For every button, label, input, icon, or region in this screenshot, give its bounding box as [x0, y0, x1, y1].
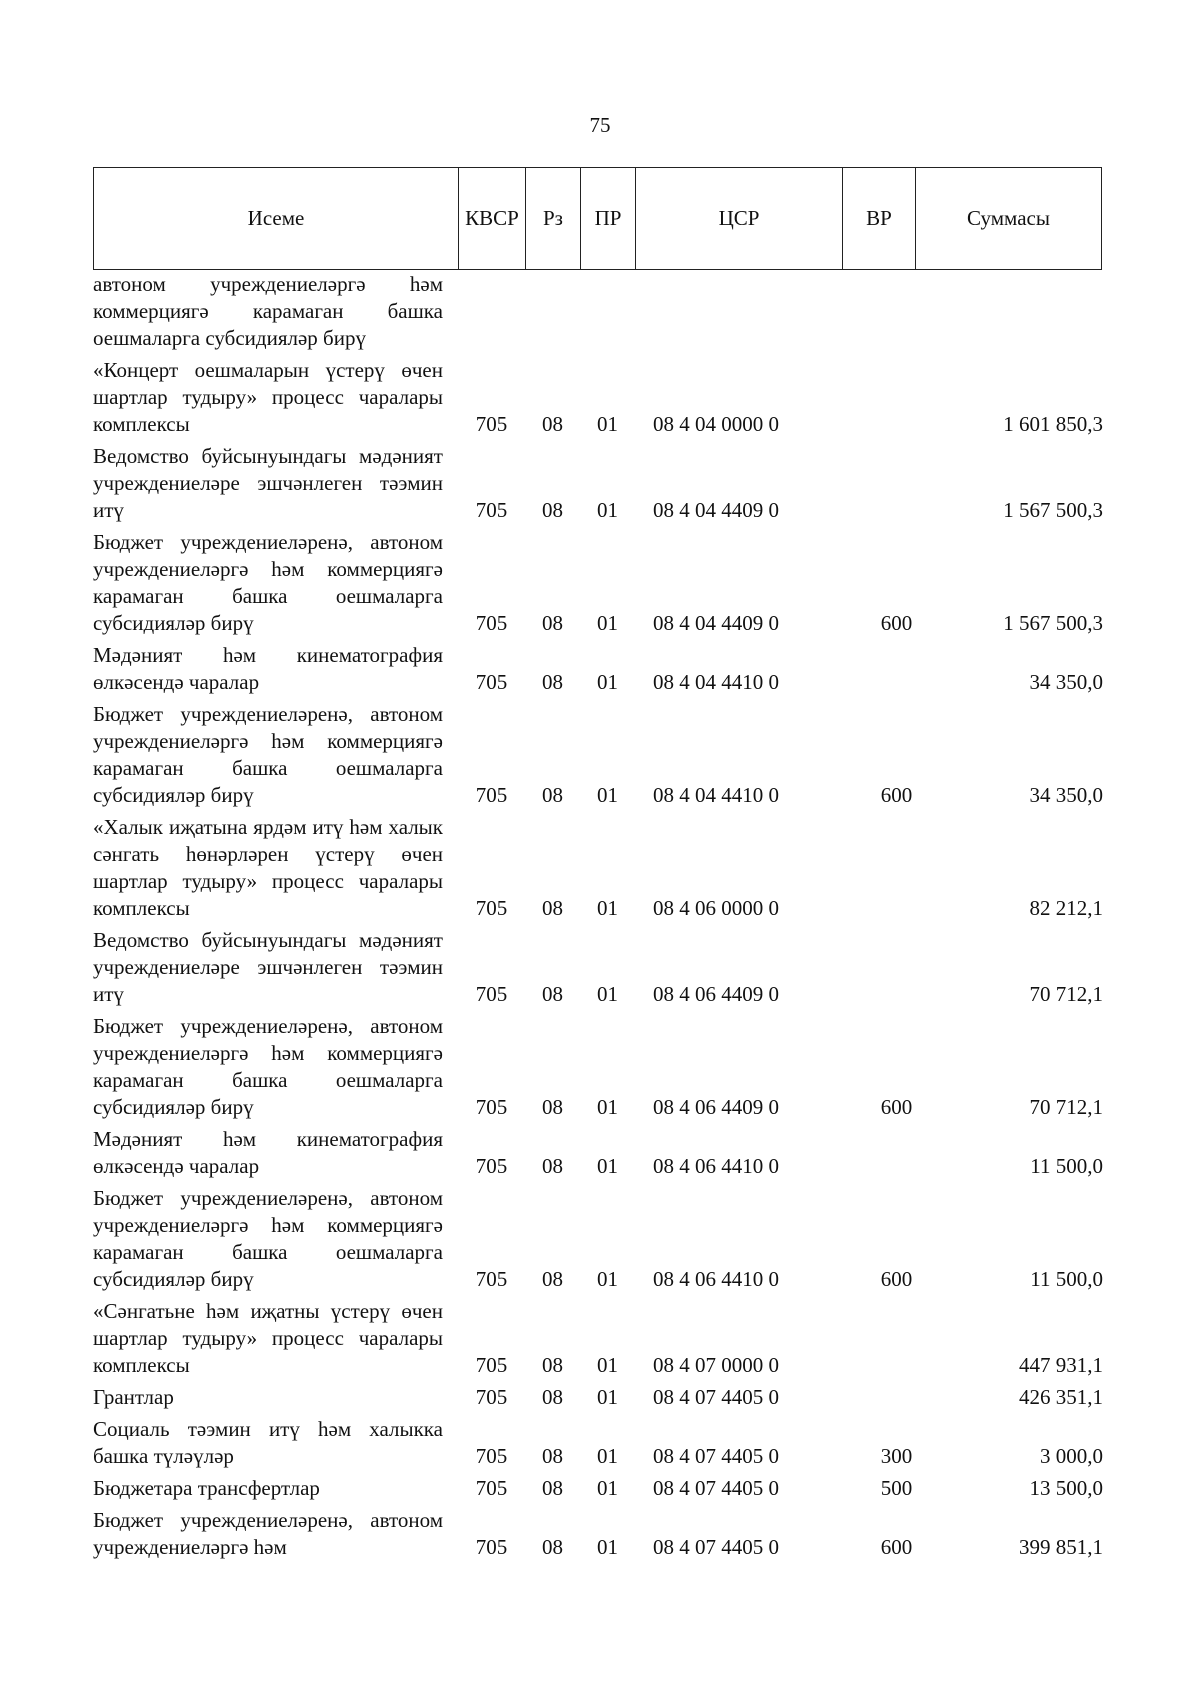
cell-pr: 01	[597, 498, 618, 522]
cell-rz: 08	[542, 783, 563, 807]
table-row	[93, 357, 1103, 438]
cell-csr: 08 4 06 4409 0	[653, 1095, 779, 1119]
cell-rz: 08	[542, 611, 563, 635]
cell-kvsr: 705	[475, 498, 508, 522]
cell-name: «Концерт оешмаларын үстерү өчен шартлар тудыру» процесс чаралары комплексы	[93, 358, 443, 436]
cell-sum: 70 712,1	[1029, 982, 1103, 1006]
cell-sum: 426 351,1	[1019, 1385, 1103, 1409]
cell-csr: 08 4 06 0000 0	[653, 896, 779, 920]
cell-pr: 01	[597, 611, 618, 635]
cell-rz: 08	[542, 1267, 563, 1291]
cell-name: Мәдәният һәм кинематография өлкәсендә чаралар	[93, 643, 443, 694]
cell-vr: 600	[880, 783, 913, 807]
cell-sum: 1 567 500,3	[1003, 611, 1103, 635]
cell-vr: 600	[880, 611, 913, 635]
header-rz: Рз	[526, 168, 581, 269]
cell-kvsr: 705	[475, 896, 508, 920]
cell-kvsr: 705	[475, 670, 508, 694]
cell-name: «Сәнгатьне һәм иҗатны үстерү өчен шартлар тудыру» процесс чаралары комплексы	[93, 1299, 443, 1377]
cell-vr: 300	[880, 1444, 913, 1468]
cell-vr: 500	[880, 1476, 913, 1500]
cell-pr: 01	[597, 1154, 618, 1178]
cell-vr: 600	[880, 1535, 913, 1559]
cell-rz: 08	[542, 1385, 563, 1409]
cell-sum: 70 712,1	[1029, 1095, 1103, 1119]
cell-pr: 01	[597, 783, 618, 807]
cell-rz: 08	[542, 982, 563, 1006]
cell-pr: 01	[597, 1353, 618, 1377]
cell-name: Бюджет учреждениеләренә, автоном учреждениеләргә һәм коммерциягә карамаган башка оешмаларга субсидияләр бирү	[93, 1186, 443, 1291]
cell-kvsr: 705	[475, 611, 508, 635]
cell-kvsr: 705	[475, 1267, 508, 1291]
cell-kvsr: 705	[475, 1353, 508, 1377]
header-csr: ЦСР	[636, 168, 843, 269]
cell-csr: 08 4 06 4410 0	[653, 1154, 779, 1178]
cell-pr: 01	[597, 1444, 618, 1468]
cell-sum: 1 567 500,3	[1003, 498, 1103, 522]
cell-csr: 08 4 07 4405 0	[653, 1444, 779, 1468]
table-row	[93, 443, 1103, 524]
cell-kvsr: 705	[475, 1535, 508, 1559]
cell-pr: 01	[597, 1267, 618, 1291]
table-row	[93, 814, 1103, 922]
cell-csr: 08 4 04 0000 0	[653, 412, 779, 436]
table-row	[93, 701, 1103, 809]
table-row	[93, 1475, 1103, 1502]
cell-csr: 08 4 07 4405 0	[653, 1535, 779, 1559]
cell-rz: 08	[542, 1353, 563, 1377]
cell-sum: 1 601 850,3	[1003, 412, 1103, 436]
header-pr: ПР	[581, 168, 636, 269]
cell-csr: 08 4 07 4405 0	[653, 1476, 779, 1500]
cell-pr: 01	[597, 1476, 618, 1500]
cell-name: «Халык иҗатына ярдәм итү һәм халык сәнгать һөнәрләрен үстерү өчен шартлар тудыру» процесс чаралары комплексы	[93, 815, 443, 920]
cell-sum: 82 212,1	[1029, 896, 1103, 920]
table-row	[93, 642, 1103, 696]
cell-csr: 08 4 04 4409 0	[653, 498, 779, 522]
header-kvsr: КВСР	[459, 168, 526, 269]
cell-csr: 08 4 06 4409 0	[653, 982, 779, 1006]
header-vr: ВР	[843, 168, 916, 269]
cell-name: Мәдәният һәм кинематография өлкәсендә чаралар	[93, 1127, 443, 1178]
cell-kvsr: 705	[475, 1154, 508, 1178]
table-row	[93, 1384, 1103, 1411]
cell-pr: 01	[597, 412, 618, 436]
cell-name: Социаль тәэмин итү һәм халыкка башка түләүләр	[93, 1417, 443, 1468]
page-number: 75	[589, 113, 611, 137]
cell-rz: 08	[542, 1444, 563, 1468]
table-row	[93, 1298, 1103, 1379]
cell-name: Бюджет учреждениеләренә, автоном учреждениеләргә һәм коммерциягә карамаган башка оешмаларга субсидияләр бирү	[93, 702, 443, 807]
cell-name: Ведомство буйсынуындагы мәдәният учреждениеләре эшчәнлеген тәэмин итү	[93, 928, 443, 1006]
cell-kvsr: 705	[475, 1444, 508, 1468]
cell-sum: 447 931,1	[1019, 1353, 1103, 1377]
cell-rz: 08	[542, 1535, 563, 1559]
cell-rz: 08	[542, 1095, 563, 1119]
cell-sum: 13 500,0	[1029, 1476, 1103, 1500]
cell-rz: 08	[542, 896, 563, 920]
cell-csr: 08 4 07 0000 0	[653, 1353, 779, 1377]
cell-vr: 600	[880, 1267, 913, 1291]
cell-csr: 08 4 06 4410 0	[653, 1267, 779, 1291]
cell-sum: 399 851,1	[1019, 1535, 1103, 1559]
cell-pr: 01	[597, 1095, 618, 1119]
table-row	[93, 1126, 1103, 1180]
header-name: Исеме	[94, 168, 459, 269]
cell-kvsr: 705	[475, 1476, 508, 1500]
cell-kvsr: 705	[475, 982, 508, 1006]
cell-kvsr: 705	[475, 412, 508, 436]
cell-rz: 08	[542, 498, 563, 522]
cell-rz: 08	[542, 412, 563, 436]
cell-sum: 34 350,0	[1029, 783, 1103, 807]
cell-name: Бюджет учреждениеләренә, автоном учреждениеләргә һәм	[93, 1508, 443, 1559]
cell-name: Бюджет учреждениеләренә, автоном учреждениеләргә һәм коммерциягә карамаган башка оешмаларга субсидияләр бирү	[93, 1014, 443, 1119]
cell-pr: 01	[597, 1385, 618, 1409]
cell-vr: 600	[880, 1095, 913, 1119]
cell-kvsr: 705	[475, 1385, 508, 1409]
cell-name: Грантлар	[93, 1385, 174, 1409]
cell-csr: 08 4 04 4410 0	[653, 783, 779, 807]
cell-name: Ведомство буйсынуындагы мәдәният учреждениеләре эшчәнлеген тәэмин итү	[93, 444, 443, 522]
header-sum: Суммасы	[967, 206, 1050, 230]
table-row	[93, 271, 1103, 352]
cell-sum: 3 000,0	[1040, 1444, 1103, 1468]
cell-kvsr: 705	[475, 783, 508, 807]
cell-csr: 08 4 04 4409 0	[653, 611, 779, 635]
cell-name: Бюджет учреждениеләренә, автоном учреждениеләргә һәм коммерциягә карамаган башка оешмаларга субсидияләр бирү	[93, 530, 443, 635]
cell-pr: 01	[597, 670, 618, 694]
cell-pr: 01	[597, 1535, 618, 1559]
cell-pr: 01	[597, 982, 618, 1006]
cell-rz: 08	[542, 1476, 563, 1500]
cell-rz: 08	[542, 670, 563, 694]
cell-csr: 08 4 04 4410 0	[653, 670, 779, 694]
cell-csr: 08 4 07 4405 0	[653, 1385, 779, 1409]
cell-pr: 01	[597, 896, 618, 920]
table-row	[93, 1185, 1103, 1293]
table-row	[93, 1013, 1103, 1121]
table-header	[93, 167, 1102, 270]
table-row	[93, 1416, 1103, 1470]
cell-name: Бюджетара трансфертлар	[93, 1476, 320, 1500]
cell-rz: 08	[542, 1154, 563, 1178]
cell-sum: 11 500,0	[1030, 1267, 1103, 1291]
table-row	[93, 927, 1103, 1008]
cell-sum: 34 350,0	[1029, 670, 1103, 694]
cell-sum: 11 500,0	[1030, 1154, 1103, 1178]
cell-kvsr: 705	[475, 1095, 508, 1119]
table-body	[93, 271, 1103, 1566]
table-row	[93, 1507, 1103, 1561]
table-row	[93, 529, 1103, 637]
cell-name: автоном учреждениеләргә һәм коммерциягә карамаган башка оешмаларга субсидияләр бирү	[93, 272, 443, 350]
